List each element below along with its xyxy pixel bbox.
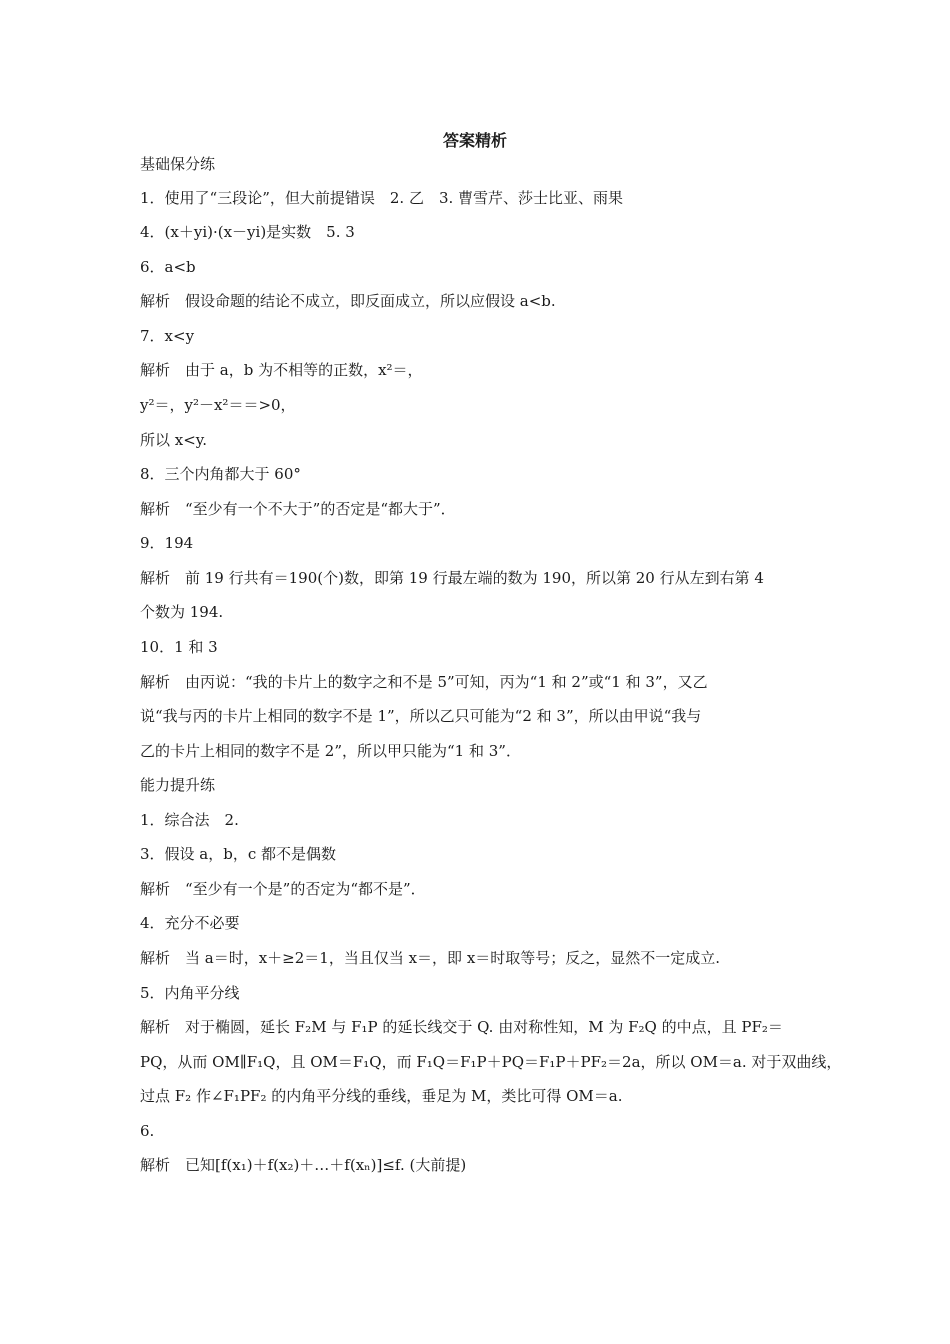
answer-line: 9．194	[140, 534, 194, 552]
answer-line: 3．假设 a，b，c 都不是偶数	[140, 845, 337, 863]
explanation-line: 过点 F₂ 作∠F₁PF₂ 的内角平分线的垂线，垂足为 M，类比可得 OM＝a.	[140, 1087, 623, 1105]
explanation-line: 乙的卡片上相同的数字不是 2”，所以甲只能为“1 和 3”．	[140, 742, 521, 760]
answer-line: 6．a<b	[140, 258, 196, 276]
section-heading-advanced: 能力提升练	[140, 776, 216, 794]
explanation-line: 说“我与丙的卡片上相同的数字不是 1”，所以乙只可能为“2 和 3”，所以由甲说“我与	[140, 707, 702, 725]
answer-line: 6.	[140, 1122, 155, 1140]
explanation-line: 解析 当 a＝时，x＋≥2＝1，当且仅当 x＝，即 x＝时取等号；反之，显然不一定成立.	[140, 949, 721, 967]
answer-line: 10．1 和 3	[140, 638, 218, 656]
explanation-line: 个数为 194.	[140, 603, 224, 621]
answer-line: 4．充分不必要	[140, 914, 240, 932]
explanation-line: 解析 对于椭圆，延长 F₂M 与 F₁P 的延长线交于 Q. 由对称性知，M 为 F₂Q 的中点，且 PF₂＝	[140, 1018, 783, 1036]
document-title: 答案精析	[442, 131, 507, 150]
explanation-line: 所以 x<y.	[140, 431, 208, 449]
explanation-line: y²＝，y²－x²＝＝>0，	[140, 396, 296, 414]
explanation-line: 解析 已知[f(x₁)＋f(x₂)＋…＋f(xₙ)]≤f. (大前提)	[140, 1156, 467, 1174]
answer-line: 1．使用了“三段论”，但大前提错误 2. 乙 3. 曹雪芹、莎士比亚、雨果	[140, 189, 624, 207]
explanation-line: 解析 “至少有一个不大于”的否定是“都大于”．	[140, 500, 456, 518]
answer-line: 1．综合法 2.	[140, 811, 239, 829]
explanation-line: 解析 前 19 行共有＝190(个)数，即第 19 行最左端的数为 190，所以第 20 行从左到右第 4	[140, 569, 764, 587]
explanation-line: 解析 由于 a，b 为不相等的正数，x²＝，	[140, 361, 423, 379]
answer-line: 4．(x＋yi)·(x－yi)是实数 5. 3	[140, 223, 355, 241]
explanation-line: PQ，从而 OM∥F₁Q，且 OM＝F₁Q，而 F₁Q＝F₁P＋PQ＝F₁P＋PF₂＝2a，所以 OM＝a. 对于双曲线，	[140, 1053, 842, 1071]
section-heading-basic: 基础保分练	[140, 155, 216, 173]
answer-line: 7．x<y	[140, 327, 195, 345]
answer-line: 8．三个内角都大于 60°	[140, 465, 301, 483]
explanation-line: 解析 “至少有一个是”的否定为“都不是”．	[140, 880, 426, 898]
explanation-line: 解析 由丙说：“我的卡片上的数字之和不是 5”可知，丙为“1 和 2”或“1 和 3”，又乙	[140, 673, 708, 691]
explanation-line: 解析 假设命题的结论不成立，即反面成立，所以应假设 a<b.	[140, 292, 556, 310]
answer-line: 5．内角平分线	[140, 984, 240, 1002]
